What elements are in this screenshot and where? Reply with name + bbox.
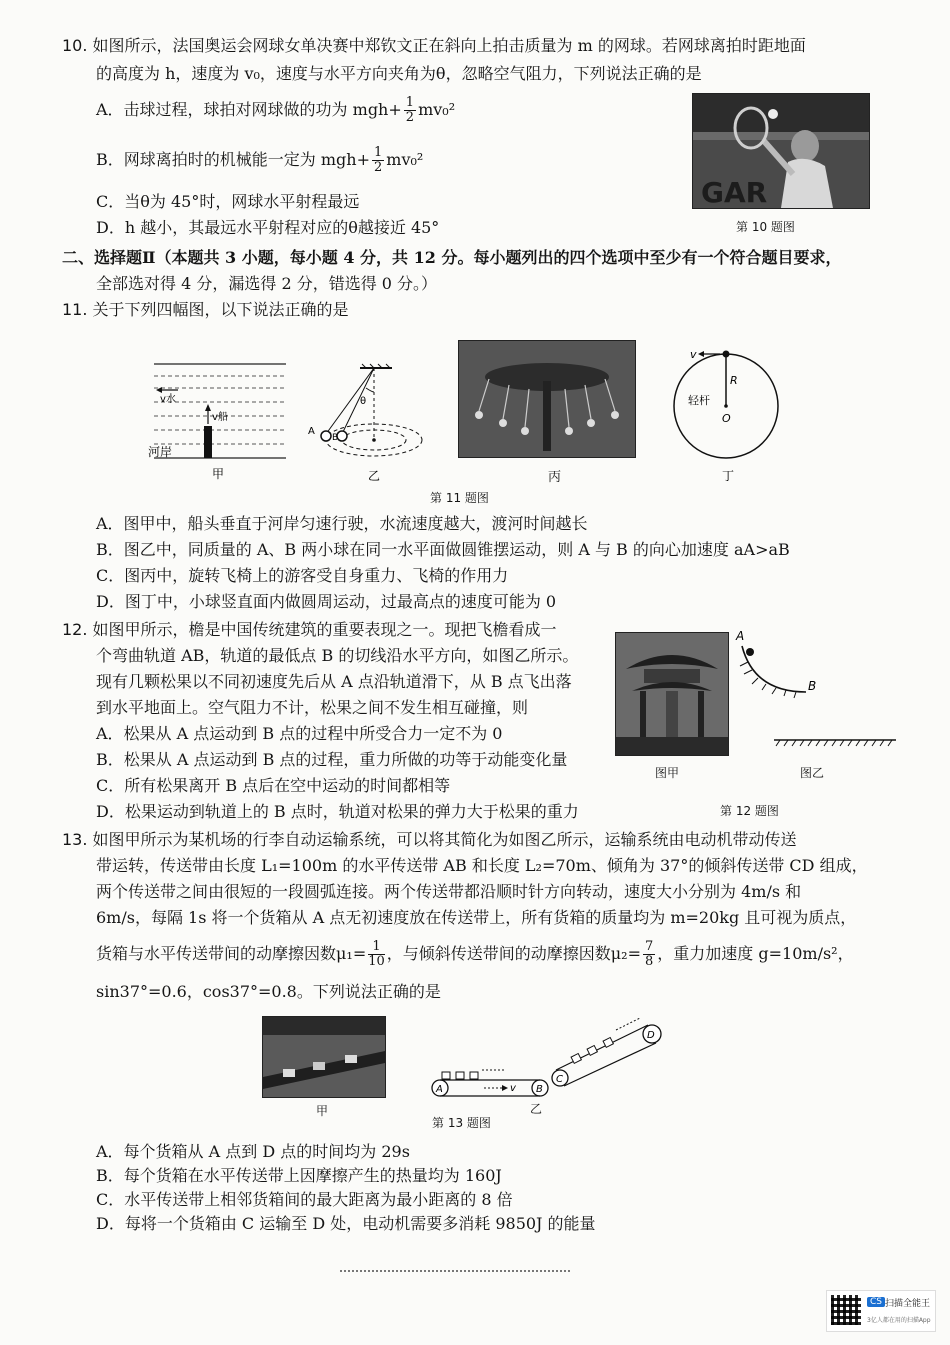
boat [204,426,212,458]
q12-option-a: A．松果从 A 点运动到 B 点的过程中所受合力一定不为 0 [96,724,503,743]
q12-option-c: C．所有松果离开 B 点后在空中运动的时间都相等 [96,776,451,795]
scanner-watermark [826,1290,936,1332]
q11-option-c: C．图丙中，旋转飞椅上的游客受自身重力、飞椅的作用力 [96,566,509,585]
pulley-a-label: A [436,1084,443,1095]
tennis-player-illustration [693,94,869,208]
q11-option-d: D．图丁中，小球竖直面内做圆周运动，过最高点的速度可能为 0 [96,592,557,611]
q10-option-d: D．h 越小，其最远水平射程对应的θ越接近 45° [96,218,440,237]
pulley-d-label: D [647,1030,655,1041]
page-footer-fragment [340,1270,570,1278]
q12-stem-line4: 到水平地面上。空气阻力不计，松果之间不发生相互碰撞，则 [96,698,529,717]
ball-a-label: A [308,426,315,437]
q13-stem-line3: 两个传送带之间由很短的一段圆弧连接。两个传送带都沿顺时针方向转动，速度大小分别为 4m/s 和 [96,882,802,901]
q11-caption: 第 11 题图 [430,491,489,505]
rod-label: 轻杆 [688,394,710,407]
q12-stem-line3: 现有几颗松果以不同初速度先后从 A 点沿轨道滑下，从 B 点飞出落 [96,672,572,691]
pulley-b-label: B [536,1084,543,1095]
q12-stem-line2: 个弯曲轨道 AB，轨道的最低点 B 的切线沿水平方向，如图乙所示。 [96,646,579,665]
q10-tennis-photo [692,93,870,209]
q12-fig-jia-label: 图甲 [655,766,680,780]
q12-option-b: B．松果从 A 点运动到 B 点的过程，重力所做的功等于动能变化量 [96,750,568,769]
river-bank-label: 河岸 [148,445,173,459]
cs-badge: CS [867,1297,885,1307]
theta-label: θ [360,396,367,407]
q12-stem-line1: 12. 如图甲所示，檐是中国传统建筑的重要表现之一。现把飞檐看成一 [62,620,557,639]
q10-number: 10. [62,36,88,55]
v-arrow-label: v [510,1083,516,1094]
point-a-label: A [736,629,745,643]
q12-fig-yi-track [730,622,900,756]
o-label: O [722,412,731,425]
fig-ding-label: 丁 [722,469,735,483]
qr-code-icon [831,1295,861,1325]
section2-heading-line2: 全部选对得 4 分，漏选得 2 分，错选得 0 分。） [96,274,438,293]
q13-fig-yi-label: 乙 [530,1102,543,1116]
r-label: R [730,374,738,387]
q10-option-b: B．网球离拍时的机械能一定为 mgh+ $\frac{1}{2}$ mv₀² [96,145,424,175]
swing-ride-illustration [459,341,635,457]
q10-stem-line1: 10. 如图所示，法国奥运会网球女单决赛中郑钦文正在斜向上拍击质量为 m 的网球。若网球离拍时距地面 [62,36,806,55]
q10-option-a: A．击球过程，球拍对网球做的功为 mgh+ $\frac{1}{2}$ mv₀² [96,95,456,125]
mu2-fraction: $\frac{7}{8}$ [645,939,654,969]
fig-jia-label: 甲 [212,467,225,481]
mu1-fraction: $\frac{1}{10}$ [368,939,385,969]
fig-bing-label: 丙 [548,470,562,485]
q13-option-b: B．每个货箱在水平传送带上因摩擦产生的热量均为 160J [96,1166,502,1185]
q13-caption: 第 13 题图 [432,1116,491,1130]
q10-caption: 第 10 题图 [736,220,795,234]
ball-b-label: B [332,433,339,443]
q12-caption: 第 12 题图 [720,804,779,818]
q13-stem-line4: 6m/s，每隔 1s 将一个货箱从 A 点无初速度放在传送带上，所有货箱的质量均为 m=20kg 且可视为质点， [96,908,857,927]
q11-stem: 11. 关于下列四幅图，以下说法正确的是 [62,300,349,319]
q13-airport-photo [262,1016,386,1098]
q12-pavilion-photo [615,632,729,756]
q12-fig-yi-label: 图乙 [800,766,825,780]
q10-a-fraction: $\frac{1}{2}$ [405,95,415,125]
q10-b-fraction: $\frac{1}{2}$ [373,145,383,175]
pavilion-illustration [616,633,728,755]
pulley-c-label: C [556,1074,563,1085]
q11-option-a: A．图甲中，船头垂直于河岸匀速行驶，水流速度越大，渡河时间越长 [96,514,588,533]
q13-option-d: D．每将一个货箱由 C 运输至 D 处，电动机需要多消耗 9850J 的能量 [96,1214,596,1233]
airport-baggage-illustration [263,1017,385,1097]
q13-stem-line2: 带运转，传送带由长度 L₁=100m 的水平传送带 AB 和长度 L₂=70m、倾角为 37°的倾斜传送带 CD 组成， [96,856,868,875]
q11-number: 11. [62,300,88,319]
q12-number: 12. [62,620,88,639]
q12-option-d: D．松果运动到轨道上的 B 点时，轨道对松果的弹力大于松果的重力 [96,802,579,821]
q10-stem-line2: 的高度为 h，速度为 v₀，速度与水平方向夹角为θ，忽略空气阻力，下列说法正确的是 [96,64,702,83]
watermark-subtitle: 3亿人都在用的扫描App [867,1317,931,1324]
q13-stem-line5: 货箱与水平传送带间的动摩擦因数μ₁= $\frac{1}{10}$ ，与倾斜传送带间的动摩擦因数μ₂= $\frac{7}{8}$ ，重力加速度 g=10m/s²， [96,939,854,969]
point-b-label: B [808,679,817,693]
watermark-title: 扫描全能王 [885,1299,931,1309]
q11-fig-yi [304,362,428,486]
q11-fig-jia [146,358,292,482]
fig-yi-label: 乙 [368,469,381,483]
section2-heading-line1: 二、选择题Ⅱ（本题共 3 小题，每小题 4 分，共 12 分。每小题列出的四个选项中至少有一个符合题目要求， [62,248,842,267]
q13-fig-jia-label: 甲 [316,1104,329,1118]
backdrop-letters: GAR [701,176,768,208]
v-water-label: v水 [160,394,176,405]
q10-option-c: C．当θ为 45°时，网球水平射程最远 [96,192,360,211]
q13-option-a: A．每个货箱从 A 点到 D 点的时间均为 29s [96,1142,410,1161]
v-label: v [690,348,697,361]
q11-option-b: B．图乙中，同质量的 A、B 两小球在同一水平面做圆锥摆运动，则 A 与 B 的向心加速度 aA>aB [96,540,790,559]
q13-option-c: C．水平传送带上相邻货箱间的最大距离为最小距离的 8 倍 [96,1190,513,1209]
q13-stem-line1: 13. 如图甲所示为某机场的行李自动运输系统，可以将其简化为如图乙所示，运输系统由电动机带动传送 [62,830,797,849]
q13-stem-line6: sin37°=0.6，cos37°=0.8。下列说法正确的是 [96,982,441,1001]
v-boat-label: v船 [212,412,228,423]
q13-number: 13. [62,830,88,849]
q11-fig-bing-photo [458,340,636,458]
q13-fig-yi-conveyor [426,1018,672,1114]
q11-fig-ding [666,340,786,486]
